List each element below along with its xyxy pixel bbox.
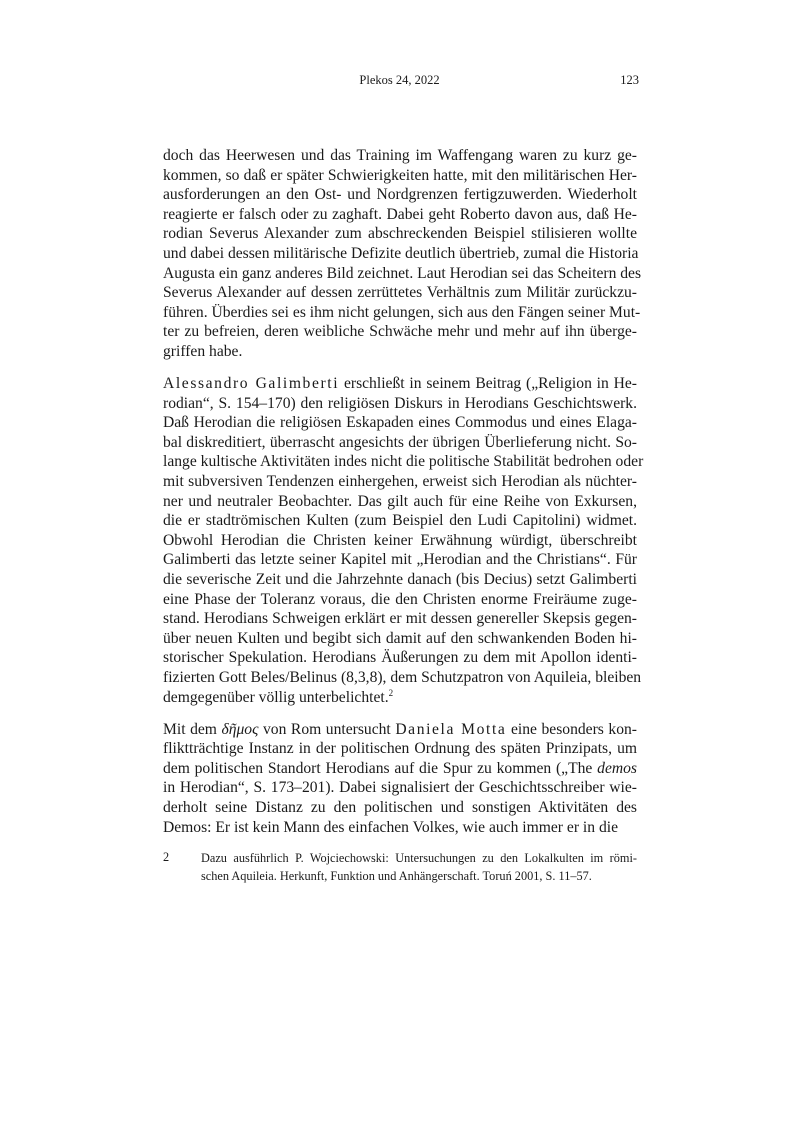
text-segment: Severus Alexander auf dessen zerrüttetes Verhältnis zum Militär zurückzu- — [163, 284, 637, 302]
paragraph — [163, 146, 642, 362]
text-segment: die er stadtrömischen Kulten (zum Beispiel den Ludi Capitolini) widmet. — [163, 512, 637, 530]
text-line — [163, 629, 637, 649]
text-line — [163, 205, 637, 225]
text-line — [163, 609, 637, 629]
body-text — [163, 146, 644, 850]
text-segment: demgegenüber völlig unterbelichtet. — [163, 688, 389, 706]
text-line — [163, 590, 637, 610]
text-segment: lange kultische Aktivitäten indes nicht die politische Stabilität bedrohen oder — [163, 453, 644, 471]
text-line — [163, 342, 637, 362]
text-line — [163, 452, 644, 472]
text-segment: δῆμος — [221, 720, 259, 738]
text-line — [163, 688, 637, 708]
text-segment: Obwohl Herodian die Christen keiner Erwähnung würdigt, überschreibt — [163, 531, 637, 549]
text-segment: doch das Heerwesen und das Training im Waffengang waren zu kurz ge- — [163, 147, 637, 164]
text-segment: mit subversiven Tendenzen einhergehen, erweist sich Herodian als nüchter- — [163, 473, 637, 490]
text-line — [163, 166, 637, 186]
text-line — [163, 648, 637, 668]
text-line — [163, 511, 637, 531]
text-segment: fizierten Gott Beles/Belinus (8,3,8), dem Schutzpatron von Aquileia, bleiben — [163, 668, 642, 686]
text-segment: kommen, so daß er später Schwierigkeiten hatte, mit den militärischen Her- — [163, 166, 637, 184]
text-segment: und dabei dessen militärische Defizite deutlich übertrieb, zumal die Historia — [163, 244, 639, 262]
text-segment: in Herodian“, S. 173–201). Dabei signalisiert der Geschichtsschreiber wie- — [163, 779, 637, 797]
text-line — [163, 394, 637, 414]
text-segment: ter zu befreien, deren weibliche Schwäche mehr und mehr auf ihn überge- — [163, 323, 637, 341]
text-line — [163, 531, 637, 551]
text-line — [163, 303, 641, 323]
text-segment: Augusta ein ganz anderes Bild zeichnet. Laut Herodian sei das Scheitern des — [163, 264, 642, 282]
text-line — [163, 759, 637, 779]
footnote-number: 2 — [163, 850, 170, 864]
text-segment: storischer Spekulation. Herodians Äußerungen zu dem mit Apollon identi- — [163, 649, 637, 667]
text-segment: erschließt in seinem Beitrag („Religion in He- — [339, 375, 637, 393]
text-segment: von Rom untersucht — [258, 720, 396, 738]
text-segment: führen. Überdies sei es ihm nicht gelungen, sich aus den Fängen seiner Mut- — [163, 303, 641, 321]
text-line — [163, 146, 637, 166]
text-segment: derholt seine Distanz zu den politischen und sonstigen Aktivitäten des — [163, 799, 637, 816]
text-line — [163, 492, 637, 512]
footnote-reference: 2 — [388, 687, 394, 698]
text-line — [201, 868, 637, 886]
text-line — [163, 720, 637, 740]
text-segment: Daniela Motta — [395, 720, 507, 738]
text-segment: bal diskreditiert, überrascht angesichts der übrigen Überlieferung nicht. So- — [163, 433, 637, 451]
running-header-title: Plekos 24, 2022 — [359, 73, 440, 87]
text-line — [163, 668, 642, 688]
text-segment: Galimberti das letzte seiner Kapitel mit „Herodian and the Christians“. Für — [163, 551, 637, 569]
text-segment: rodian“, S. 154–170) den religiösen Diskurs in Herodians Geschichtswerk. — [163, 394, 637, 412]
text-segment: schen Aquileia. Herkunft, Funktion und Anhängerschaft. Toruń 2001, S. 11–57. — [201, 868, 592, 883]
text-segment: stand. Herodians Schweigen erklärt er mit dessen genereller Skepsis gegen- — [163, 610, 637, 628]
paragraph — [163, 720, 637, 838]
text-line — [201, 850, 637, 868]
text-line — [163, 264, 642, 284]
text-line — [163, 433, 637, 453]
text-line — [163, 413, 637, 433]
text-segment: ner und neutraler Beobachter. Das gilt auch für eine Reihe von Exkursen, — [163, 492, 637, 510]
text-line — [163, 244, 637, 264]
text-segment: rodian Severus Alexander zum abschreckenden Beispiel stilisieren wollte — [163, 225, 637, 243]
text-line — [163, 322, 637, 342]
text-segment: die severische Zeit und die Jahrzehnte danach (bis Decius) setzt Galimberti — [163, 570, 637, 588]
text-segment: demos — [597, 759, 637, 777]
text-line — [163, 374, 637, 394]
text-line — [163, 224, 637, 244]
text-line — [163, 550, 637, 570]
text-line — [163, 472, 637, 492]
text-segment: Mit dem — [163, 720, 222, 738]
text-line — [163, 739, 637, 759]
text-segment: Demos: Er ist kein Mann des einfachen Volkes, wie auch immer er in die — [163, 818, 618, 836]
page-number: 123 — [620, 73, 639, 87]
text-line — [163, 570, 637, 590]
paragraph — [163, 374, 644, 707]
text-segment: griffen habe. — [163, 342, 243, 360]
text-segment: fliktträchtige Instanz in der politischen Ordnung des späten Prinzipats, um — [163, 740, 637, 758]
footnote-text — [201, 850, 637, 885]
text-line — [163, 818, 637, 838]
text-segment: Daß Herodian die religiösen Eskapaden eines Commodus und eines Elaga- — [163, 414, 637, 432]
text-segment: Dazu ausführlich P. Wojciechowski: Untersuchungen zu den Lokalkulten im römi- — [201, 851, 637, 865]
text-segment: dem politischen Standort Herodians auf die Spur zu kommen („The — [163, 759, 598, 777]
text-segment: Alessandro Galimberti — [163, 375, 340, 393]
footnote — [163, 850, 637, 885]
text-line — [163, 283, 637, 303]
text-line — [163, 185, 637, 205]
text-segment: eine besonders kon- — [506, 720, 637, 738]
text-line — [163, 798, 637, 818]
text-segment: reagierte er falsch oder zu zaghaft. Dabei geht Roberto davon aus, daß He- — [163, 205, 637, 223]
text-line — [163, 778, 637, 798]
text-segment: eine Phase der Toleranz voraus, die den Christen enorme Freiräume zuge- — [163, 590, 637, 608]
text-segment: über neuen Kulten und begibt sich damit auf den schwankenden Boden hi- — [163, 629, 637, 647]
text-segment: ausforderungen an den Ost- und Nordgrenzen fertigzuwerden. Wiederholt — [163, 186, 637, 204]
